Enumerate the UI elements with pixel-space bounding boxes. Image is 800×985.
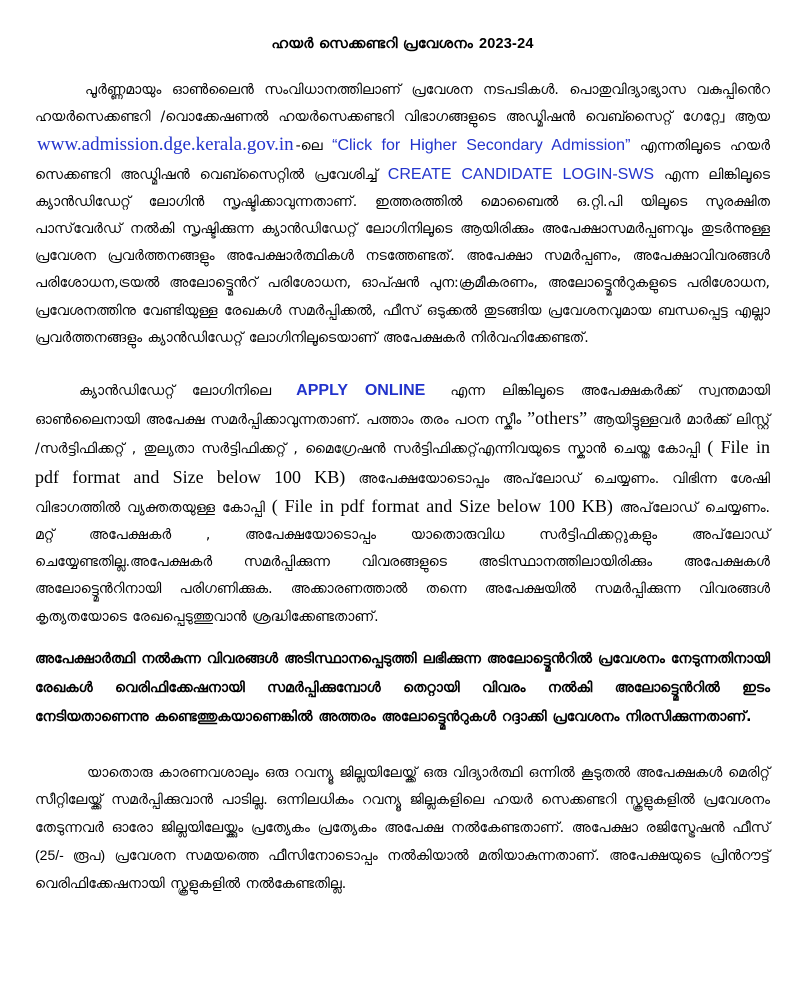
paragraph-district-application: [35, 760, 770, 899]
para1-text-b: -ലെ: [295, 138, 323, 155]
para1-text-c: എന്നതിലൂടെ ഹയർ സെക്കണ്ടറി അഡ്മിഷൻ വെബ്സൈറ്റിൽ പ്രവേശിച്ച്: [35, 138, 771, 183]
apply-online-link[interactable]: APPLY ONLINE: [296, 382, 426, 400]
para1-text-a: പൂർണ്ണമായും ഓൺലൈൻ സംവിധാനത്തിലാണ് പ്രവേശന നടപടികൾ. പൊതുവിദ്യാഭ്യാസ വകുപ്പിൻെറ ഹയർസെക്കണ്ടറി /വൊക്കേഷണൽ ഹയർസെക്കണ്ടറി വിഭാഗങ്ങളുടെ അഡ്മിഷൻ വെബ്സൈറ്റ് ഗേറ്റ്വേ ആയ: [35, 82, 770, 126]
document-title: [35, 36, 770, 52]
paragraph-false-information-warning: അപേക്ഷാർത്ഥി നൽകുന്ന വിവരങ്ങൾ അടിസ്ഥാനപ്പെടുത്തി ലഭിക്കുന്ന അലോട്ട്മെൻറിൽ പ്രവേശനം നേടുന്നതിനായി രേഖകൾ വെരിഫിക്കേഷനായി സമർപ്പിക്കുമ്പോൾ തെറ്റായി വിവരം നൽകി അലോട്ട്മെൻറിൽ ഇടം നേടിയതാണെന്നു കണ്ടെത്തുകയാണെങ്കിൽ അത്തരം അലോട്ട്മെൻറുകൾ റദ്ദാക്കി പ്രവേശനം നിരസിക്കുന്നതാണ്.: [35, 650, 770, 725]
title-text: ഹയർ സെക്കണ്ടറി പ്രവേശനം: [271, 36, 473, 52]
file-format-note-2: ( File in pdf format and Size below 100 KB): [271, 495, 613, 516]
para2-text-c: ആയിട്ടുള്ളവർ മാർക്ക് ലിസ്റ്റ് /സർട്ടിഫിക്കറ്റ് , തുല്യതാ സർട്ടിഫിക്കറ്റ് , മൈഗ്രേഷൻ സർട്ടിഫിക്കറ്റ്എന്നിവയുടെ സ്കാൻ ചെയ്ത കോപ്പി: [35, 412, 771, 458]
para2-text-e: അപ്‌ലോഡ് ചെയ്യണം. മറ്റ് അപേക്ഷകർ , അപേക്ഷയോടൊപ്പം യാതൊരുവിധ സർട്ടിഫിക്കറ്റുകളും അപ്‌ലോഡ് ചെയ്യേണ്ടതില്ല.അപേക്ഷകർ സമർപ്പിക്കുന്ന വിവരങ്ങളുടെ അടിസ്ഥാനത്തിലായിരിക്കും അപേക്ഷകൾ അലോട്ട്മെൻറിനായി പരിഗണിക്കുക. അക്കാരണത്താൽ തന്നെ അപേക്ഷയിൽ സമർപ്പിക്കുന്ന വിവരങ്ങൾ കൃത്യതയോടെ രേഖപ്പെടുത്തുവാൻ ശ്രദ്ധിക്കേണ്ടതാണ്.: [35, 499, 771, 625]
others-term: ”others”: [527, 408, 588, 429]
create-candidate-login-link[interactable]: CREATE CANDIDATE LOGIN-SWS: [387, 165, 655, 183]
para4-text-a: യാതൊരു കാരണവശാലും ഒരു റവന്യൂ ജില്ലയിലേയ്ക്ക് ഒരു വിദ്യാർത്ഥി ഒന്നിൽ കൂടുതൽ അപേക്ഷകൾ മെരിറ്റ് സീറ്റിലേയ്ക്ക് സമർപ്പിക്കുവാൻ പാടില്ല. ഒന്നിലധികം റവന്യൂ ജില്ലകളിലെ ഹയർ സെക്കണ്ടറി സ്കൂളുകളിൽ പ്രവേശനം തേടുന്നവർ ഓരോ ജില്ലയിലേയ്ക്കും പ്രത്യേകം പ്രത്യേകം അപേക്ഷ നൽകേണ്ടതാണ്. അപേക്ഷാ രജിസ്ട്രേഷൻ ഫീസ്: [35, 764, 770, 836]
paragraph-apply-online: [35, 377, 770, 631]
title-year: 2023-24: [479, 36, 534, 52]
para2-text-d: അപേക്ഷയോടൊപ്പം അപ്‌ലോഡ് ചെയ്യണം. വിഭിന്ന ശേഷി വിഭാഗത്തിൽ വ്യക്തതയുള്ള കോപ്പി: [35, 470, 770, 516]
paragraph-admission-process: [35, 77, 770, 352]
file-format-note-1: ( File in pdf format and Size below 100 KB): [35, 437, 770, 487]
para2-text-b: എന്ന ലിങ്കിലൂടെ അപേക്ഷകർക്ക് സ്വന്തമായി ഓൺലൈനായി അപേക്ഷ സമർപ്പിക്കാവുന്നതാണ്. പത്താം തരം പഠന സ്കീം: [35, 383, 771, 429]
para4-text-b: പ്രവേശന സമയത്തെ ഫീസിനോടൊപ്പം നൽകിയാൽ മതിയാകുന്നതാണ്. അപേക്ഷയുടെ പ്രിൻറൗട്ട് വെരിഫിക്കേഷനായി സ്കൂളുകളിൽ നൽകേണ്ടതില്ല.: [35, 848, 770, 892]
para1-text-d: എന്ന ലിങ്കിലൂടെ ക്യാൻഡിഡേറ്റ് ലോഗിൻ സൃഷ്ടിക്കാവുന്നതാണ്. ഇത്തരത്തിൽ മൊബൈൽ ഒ.റ്റി.പി യിലൂടെ സുരക്ഷിത പാസ്‌വേർഡ് നൽകി സൃഷ്ടിക്കുന്ന ക്യാൻഡിഡേറ്റ് ലോഗിനിലൂടെ ആയിരിക്കും അപേക്ഷാസമർപ്പണവും തുടർന്നുള്ള പ്രവേശന പ്രവർത്തനങ്ങളും അപേക്ഷാർത്ഥികൾ നടത്തേണ്ടത്. അപേക്ഷാ സമർപ്പണം, അപേക്ഷാവിവരങ്ങൾ പരിശോധന,ട്രയൽ അലോട്ട്മെൻറ് പരിശോധന, ഓപ്ഷൻ പുന:ക്രമീകരണം, അലോട്ട്മെൻറുകളുടെ പരിശോധന, പ്രവേശനത്തിനു വേണ്ടിയുള്ള രേഖകൾ സമർപ്പിക്കൽ, ഫീസ് ഒടുക്കൽ തുടങ്ങിയ പ്രവേശനവുമായ ബന്ധപ്പെട്ട എല്ലാ പ്രവർത്തനങ്ങളും ക്യാൻഡിഡേറ്റ് ലോഗിനിലൂടെയാണ് അപേക്ഷകർ നിർവഹിക്കേണ്ടത്.: [35, 166, 770, 346]
para2-text-a: ക്യാൻഡിഡേറ്റ് ലോഗിനിലെ: [79, 383, 272, 400]
registration-fee: (25/- രൂപ): [35, 847, 106, 864]
click-higher-secondary-link[interactable]: “Click for Higher Secondary Admission”: [332, 137, 631, 155]
admission-website-link[interactable]: www.admission.dge.kerala.gov.in: [37, 134, 294, 156]
